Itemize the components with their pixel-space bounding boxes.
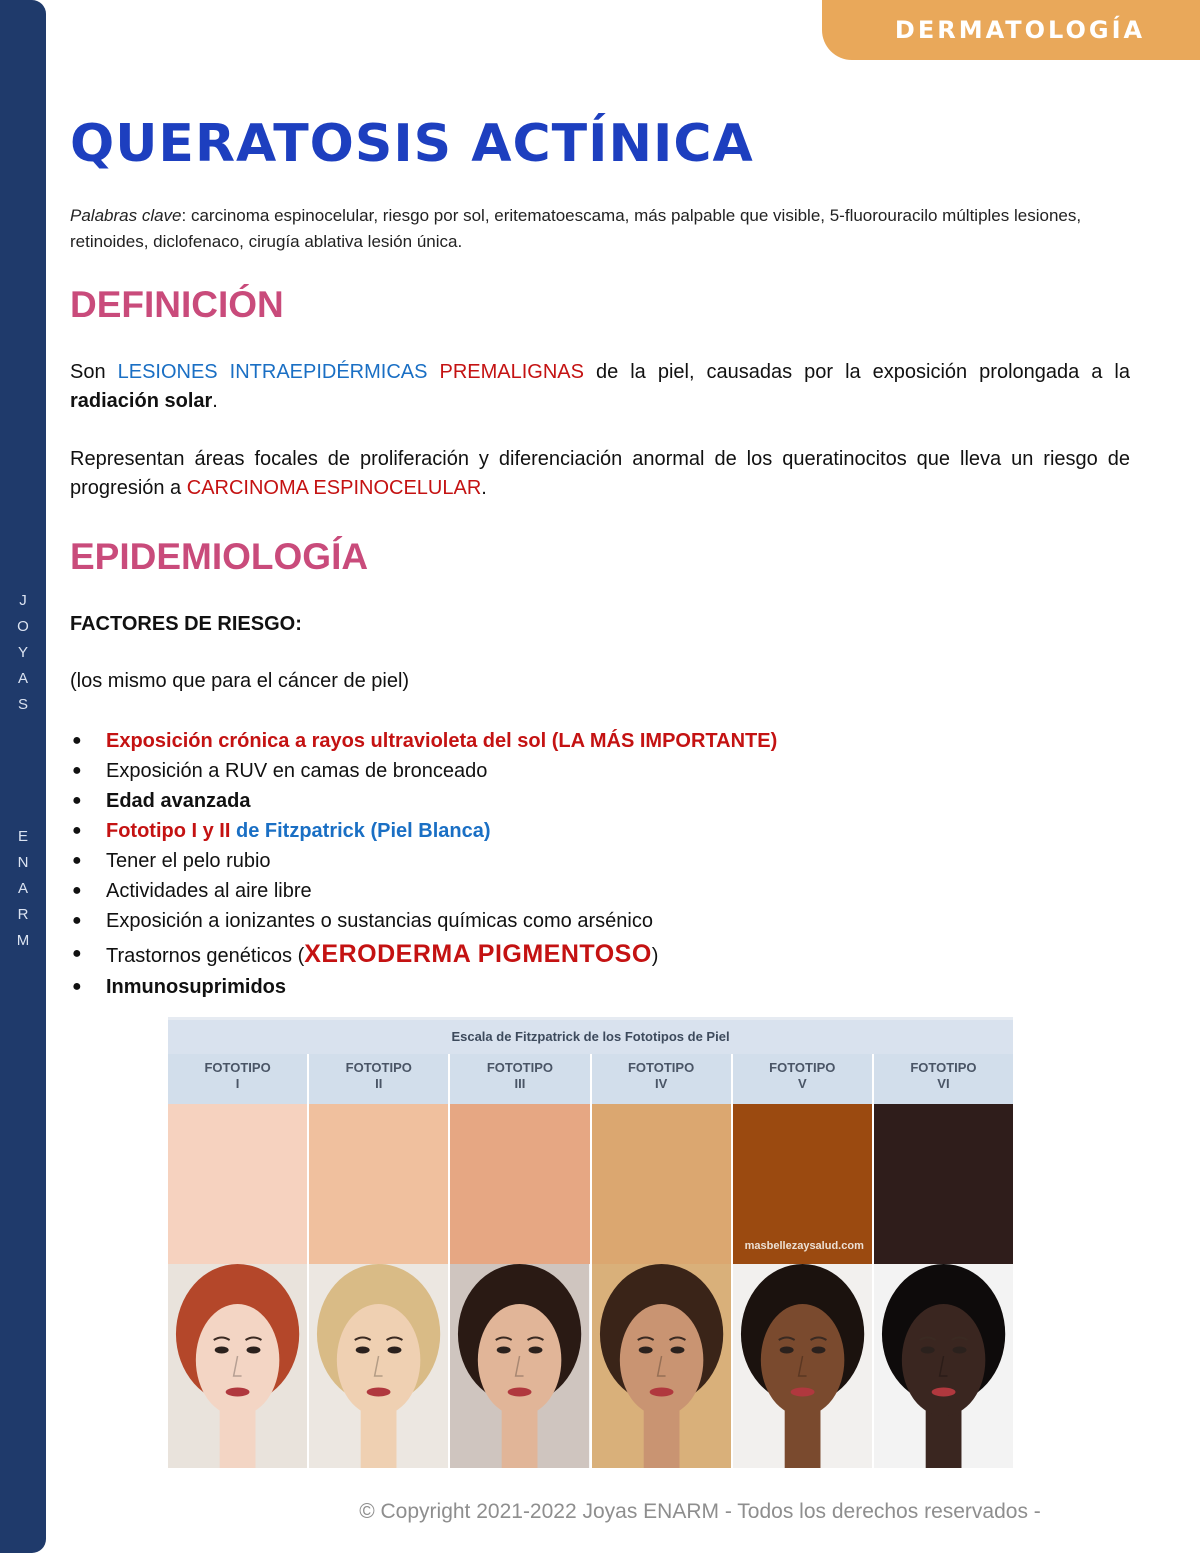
fototipo-label: FOTOTIPO <box>486 1060 554 1075</box>
highlight-premalignas: PREMALIGNAS <box>439 361 584 383</box>
bullet-icon: ● <box>72 792 82 809</box>
face-photo <box>450 1264 589 1468</box>
face-illustration <box>309 1264 448 1468</box>
list-item <box>70 876 1130 906</box>
face-photo <box>592 1264 731 1468</box>
fototipo-label: FOTOTIPO <box>345 1060 412 1075</box>
risk-factor-text: Tener el pelo rubio <box>106 850 271 872</box>
side-letter: S <box>17 696 28 713</box>
fototipo-label: FOTOTIPO <box>769 1060 836 1075</box>
skin-tone-swatch <box>450 1104 589 1264</box>
text-run: de la piel, causadas por la exposición prolongada a la <box>583 361 1130 383</box>
text-run: . <box>481 477 487 499</box>
face-photo <box>309 1264 448 1468</box>
definicion-paragraph-2 <box>70 445 1130 503</box>
bullet-icon: ● <box>72 945 82 962</box>
fototipo-column <box>592 1054 733 1468</box>
face-illustration <box>450 1264 589 1468</box>
face-illustration <box>592 1264 731 1468</box>
side-brand-bar <box>0 0 46 1553</box>
fototipo-column <box>733 1054 874 1468</box>
side-letter: A <box>17 880 28 897</box>
fototipo-column <box>874 1054 1013 1468</box>
bullet-icon: ● <box>72 882 82 899</box>
highlight-carcinoma: CARCINOMA ESPINOCELULAR <box>186 477 482 499</box>
risk-factor-text: Edad avanzada <box>106 790 251 812</box>
fototipo-header <box>733 1054 872 1104</box>
list-item <box>70 816 1130 846</box>
skin-tone-swatch <box>592 1104 731 1264</box>
risk-factor-text: ) <box>651 945 659 967</box>
fototipo-header <box>168 1054 307 1104</box>
side-letter: N <box>17 854 29 871</box>
risk-factor-text: Exposición a ionizantes o sustancias químicas como arsénico <box>106 910 653 932</box>
text-run: . <box>212 390 218 412</box>
skin-tone-swatch <box>733 1104 872 1264</box>
side-letter: R <box>17 906 29 923</box>
bullet-icon: ● <box>72 762 82 779</box>
bullet-icon: ● <box>72 822 82 839</box>
fototipo-numeral: VI <box>937 1076 950 1091</box>
fototipo-label: FOTOTIPO <box>204 1060 271 1075</box>
list-item <box>70 786 1130 816</box>
risk-factor-list <box>70 726 1130 1002</box>
risk-factor-text: Inmunosuprimidos <box>106 976 286 998</box>
fototipo-column <box>450 1054 591 1468</box>
list-item <box>70 726 1130 756</box>
heading-epidemiologia: EPIDEMIOLOGÍA <box>70 536 369 577</box>
risk-factor-text: de Fitzpatrick (Piel Blanca) <box>230 820 491 842</box>
keywords-label: Palabras clave <box>70 206 182 225</box>
page-title: QUERATOSIS ACTÍNICA <box>70 114 754 174</box>
fototipo-header <box>450 1054 589 1104</box>
list-item <box>70 846 1130 876</box>
highlight-radiacion-solar: radiación solar <box>70 390 213 412</box>
fototipo-numeral: III <box>514 1076 526 1091</box>
text-run: Son <box>70 361 118 383</box>
keywords-paragraph <box>70 203 1132 255</box>
skin-tone-swatch <box>168 1104 307 1264</box>
factores-label: FACTORES DE RIESGO: <box>70 613 302 635</box>
face-photo <box>168 1264 307 1468</box>
side-letter: A <box>17 670 28 687</box>
list-item <box>70 906 1130 936</box>
fototipo-column <box>168 1054 309 1468</box>
fototipo-label: FOTOTIPO <box>910 1060 977 1075</box>
heading-definicion: DEFINICIÓN <box>70 284 284 325</box>
bullet-icon: ● <box>72 978 82 995</box>
risk-factor-text: Actividades al aire libre <box>106 880 312 902</box>
fototipo-numeral: II <box>375 1076 383 1091</box>
text-run <box>427 361 439 383</box>
footer-copyright: © Copyright 2021-2022 Joyas ENARM - Todos los derechos reservados - <box>359 1500 1041 1523</box>
skin-tone-swatch <box>309 1104 448 1264</box>
risk-factor-text: Fototipo I y II <box>106 820 231 842</box>
fototipo-header <box>309 1054 448 1104</box>
fototipo-header <box>592 1054 731 1104</box>
fototipo-label: FOTOTIPO <box>627 1060 695 1075</box>
face-photo <box>733 1264 872 1468</box>
fototipo-column <box>309 1054 450 1468</box>
highlight-intraepidermicas: LESIONES INTRAEPIDÉRMICAS <box>117 361 428 383</box>
face-illustration <box>733 1264 872 1468</box>
side-brand-letters <box>12 588 34 954</box>
face-illustration <box>874 1264 1013 1468</box>
fitzpatrick-figure <box>168 1017 1013 1467</box>
fitzpatrick-title: Escala de Fitzpatrick de los Fototipos de Piel <box>168 1020 1013 1054</box>
section-tab <box>822 0 1200 60</box>
side-letter: O <box>17 618 29 635</box>
bullet-icon: ● <box>72 912 82 929</box>
keywords-text: : carcinoma espinocelular, riesgo por sol, eritematoescama, más palpable que visible, 5-fluorouracilo múltiples lesiones, retinoides, diclofenaco, cirugía ablativa lesión única. <box>70 206 1082 251</box>
risk-factor-text: Exposición crónica a rayos ultravioleta del sol (LA MÁS IMPORTANTE) <box>106 730 778 752</box>
text-run: Representan áreas focales de proliferación y diferenciación anormal de los queratinocitos que lleva un riesgo de progresión a <box>70 448 1130 499</box>
risk-factor-text: XERODERMA PIGMENTOSO <box>304 940 652 968</box>
watermark: masbellezaysalud.com <box>744 1240 864 1252</box>
list-item <box>70 756 1130 786</box>
bullet-icon: ● <box>72 852 82 869</box>
fototipo-numeral: IV <box>654 1076 668 1091</box>
face-photo <box>874 1264 1013 1468</box>
side-letter: M <box>16 932 30 949</box>
side-letter: E <box>17 828 28 845</box>
factores-note: (los mismo que para el cáncer de piel) <box>70 670 410 692</box>
list-item <box>70 936 1130 972</box>
skin-tone-swatch <box>874 1104 1013 1264</box>
fototipo-numeral: V <box>797 1076 807 1091</box>
side-letter: Y <box>17 644 28 661</box>
list-item <box>70 972 1130 1002</box>
side-letter: J <box>19 592 27 609</box>
face-illustration <box>168 1264 307 1468</box>
bullet-icon: ● <box>72 732 82 749</box>
fototipo-header <box>874 1054 1013 1104</box>
risk-factor-text: Exposición a RUV en camas de bronceado <box>106 760 488 782</box>
risk-factor-text: Trastornos genéticos ( <box>106 945 305 967</box>
fototipo-numeral: I <box>235 1076 240 1091</box>
definicion-paragraph-1 <box>70 358 1130 416</box>
section-tab-label: DERMATOLOGÍA <box>894 16 1146 44</box>
fitzpatrick-columns <box>168 1054 1013 1468</box>
